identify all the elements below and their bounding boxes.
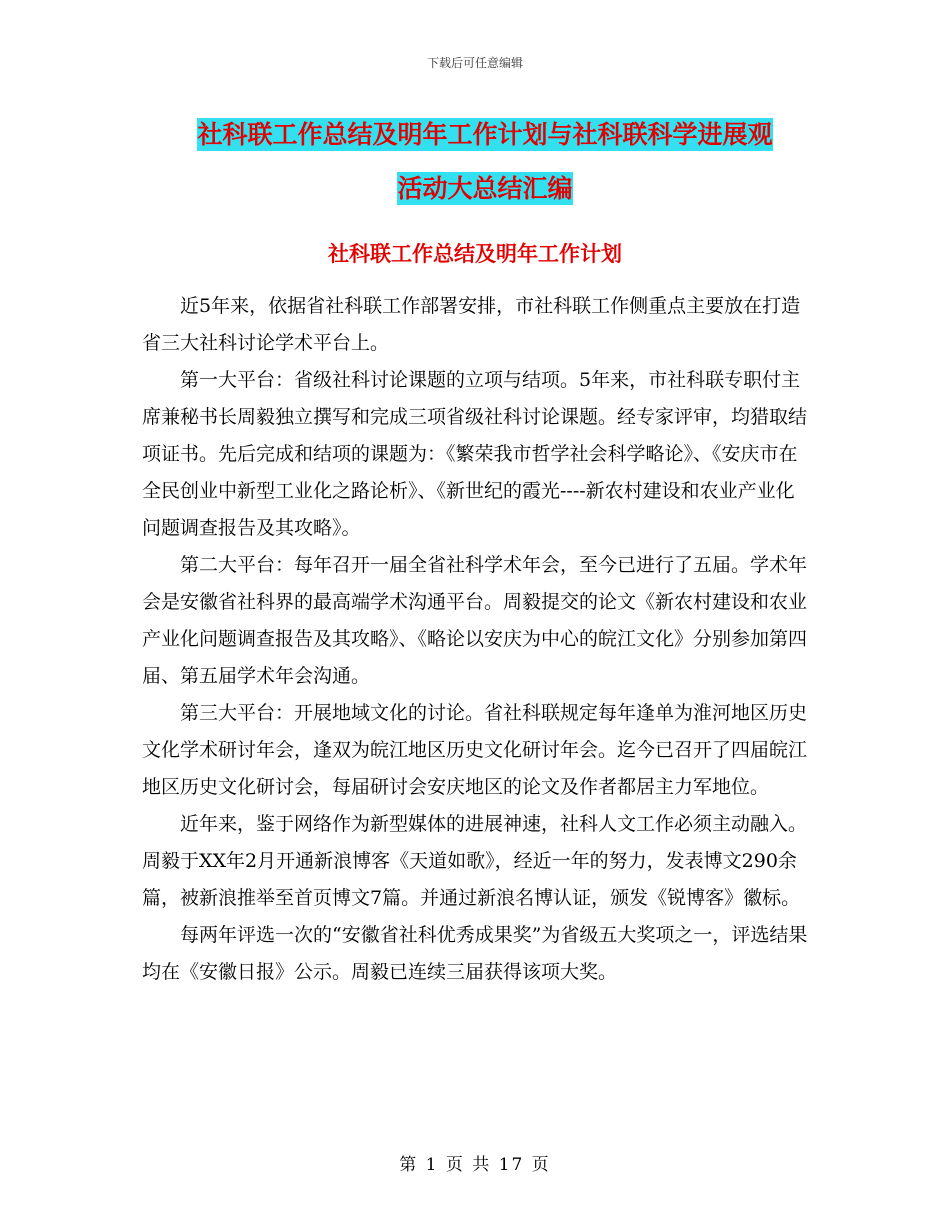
paragraph: 每两年评选一次的“安徽省社科优秀成果奖”为省级五大奖项之一，评选结果均在《安徽日报》公示。周毅已连续三届获得该项大奖。 xyxy=(142,924,808,983)
paragraph: 第一大平台：省级社科讨论课题的立项与结项。5年来，市社科联专职付主席兼秘书长周毅独立撰写和完成三项省级社科讨论课题。经专家评审，均猎取结项证书。先后完成和结项的课题为：《繁荣我市哲学社会科学略论》、《安庆市在全民创业中新型工业化之路论析》、《新世纪的霞光----新农村建设和农业产业化问题调查报告及其攻略》。 xyxy=(142,369,808,539)
document-title-line-2: 活动大总结汇编 xyxy=(397,174,573,203)
header-note: 下载后可任意编辑 xyxy=(426,56,523,70)
page-footer: 第 1 页 共 17 页 xyxy=(399,1155,551,1175)
paragraph: 第二大平台：每年召开一届全省社科学术年会，至今已进行了五届。学术年会是安徽省社科界的最高端学术沟通平台。周毅提交的论文《新农村建设和农业产业化问题调查报告及其攻略》、《略论以安庆为中心的皖江文化》分别参加第四届、第五届学术年会沟通。 xyxy=(142,554,808,687)
paragraph: 第三大平台：开展地域文化的讨论。省社科联规定每年逢单为淮河地区历史文化学术研讨年会，逢双为皖江地区历史文化研讨年会。迄今已召开了四届皖江地区历史文化研讨会，每届研讨会安庆地区的论文及作者都居主力军地位。 xyxy=(142,702,808,798)
paragraph: 近年来，鉴于网络作为新型媒体的进展神速，社科人文工作必须主动融入。周毅于XX年2月开通新浪博客《天道如歌》，经近一年的努力，发表博文290余篇，被新浪推举至首页博文7篇。并通过新浪名博认证，颁发《锐博客》徽标。 xyxy=(142,813,808,909)
document-title-line-1: 社科联工作总结及明年工作计划与社科联科学进展观 xyxy=(197,120,773,149)
paragraph: 近5年来，依据省社科联工作部署安排，市社科联工作侧重点主要放在打造省三大社科讨论学术平台上。 xyxy=(142,295,801,354)
section-title: 社科联工作总结及明年工作计划 xyxy=(328,241,622,266)
document-title xyxy=(140,108,830,216)
body-text xyxy=(142,288,812,991)
